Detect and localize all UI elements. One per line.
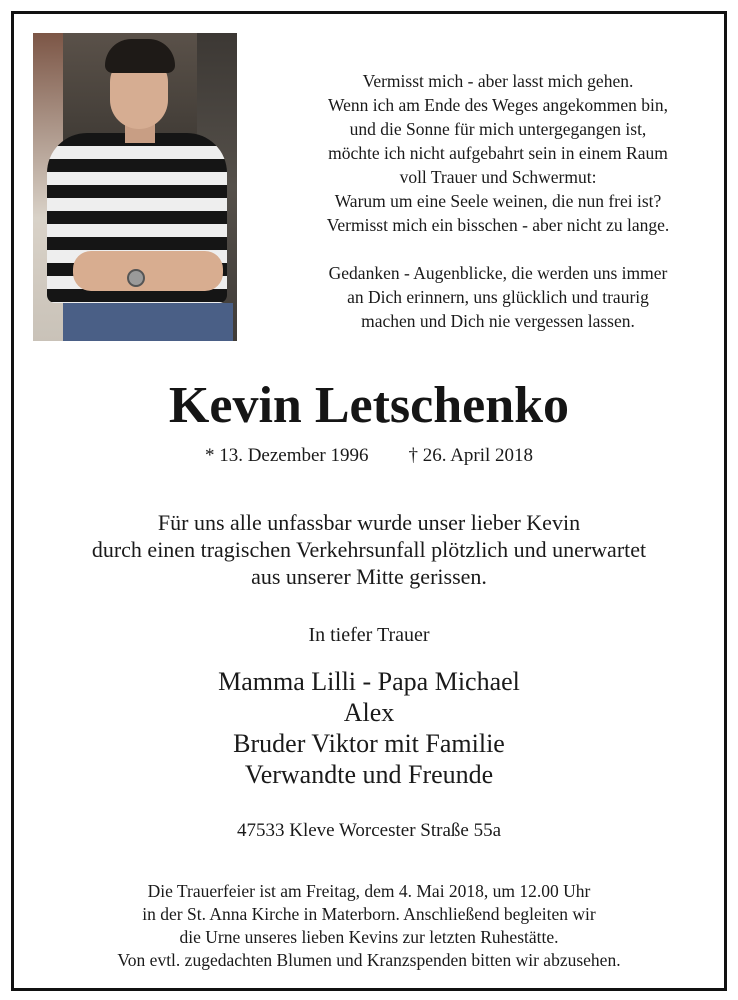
- photo-watch: [127, 269, 145, 287]
- mourning-line: In tiefer Trauer: [308, 624, 430, 646]
- poem-line: voll Trauer und Schwermut:: [399, 167, 597, 187]
- birth-date: * 13. Dezember 1996: [204, 445, 369, 466]
- poem-line: und die Sonne für mich untergegangen ist,: [349, 119, 647, 139]
- poem: [276, 69, 720, 333]
- funeral-details: [0, 880, 738, 972]
- poem-line: Gedanken - Augenblicke, die werden uns immer: [328, 263, 668, 283]
- photo-hair: [105, 39, 175, 73]
- family-address: 47533 Kleve Worcester Straße 55a: [236, 820, 502, 841]
- mourner-entry: Alex: [343, 698, 395, 727]
- poem-line: machen und Dich nie vergessen lassen.: [361, 311, 635, 331]
- mourner-entry: Mamma Lilli - Papa Michael: [218, 667, 520, 696]
- mourner-entry: Bruder Viktor mit Familie: [233, 729, 505, 758]
- mourner-entry: Verwandte und Freunde: [244, 760, 494, 789]
- message-line: aus unserer Mitte gerissen.: [251, 564, 487, 589]
- message-line: durch einen tragischen Verkehrsunfall plötzlich und unerwartet: [91, 537, 647, 562]
- message-line: Für uns alle unfassbar wurde unser lieber Kevin: [157, 510, 581, 535]
- funeral-line: Die Trauerfeier ist am Freitag, dem 4. Mai 2018, um 12.00 Uhr: [147, 881, 591, 901]
- photo-jeans: [63, 303, 233, 341]
- poem-line: Vermisst mich - aber lasst mich gehen.: [362, 71, 634, 91]
- obituary-border: [11, 11, 727, 991]
- stanza-gap: [276, 237, 720, 261]
- announcement-message: [0, 509, 738, 590]
- deceased-name: Kevin Letschenko: [168, 377, 570, 434]
- life-dates: [0, 443, 738, 469]
- mourners-list: [0, 666, 738, 790]
- photo-crossed-arms: [73, 251, 223, 291]
- portrait-photo: [33, 33, 237, 341]
- funeral-line: in der St. Anna Kirche in Materborn. Anschließend begleiten wir: [142, 904, 596, 924]
- poem-line: Wenn ich am Ende des Weges angekommen bin,: [328, 95, 668, 115]
- poem-line: möchte ich nicht aufgebahrt sein in einem Raum: [328, 143, 668, 163]
- funeral-line: Von evtl. zugedachten Blumen und Kranzspenden bitten wir abzusehen.: [117, 950, 621, 970]
- poem-line: Vermisst mich ein bisschen - aber nicht zu lange.: [326, 215, 670, 235]
- poem-line: Warum um eine Seele weinen, die nun frei ist?: [334, 191, 662, 211]
- funeral-line: die Urne unseres lieben Kevins zur letzten Ruhestätte.: [179, 927, 559, 947]
- poem-line: an Dich erinnern, uns glücklich und traurig: [347, 287, 649, 307]
- death-date: † 26. April 2018: [408, 445, 534, 466]
